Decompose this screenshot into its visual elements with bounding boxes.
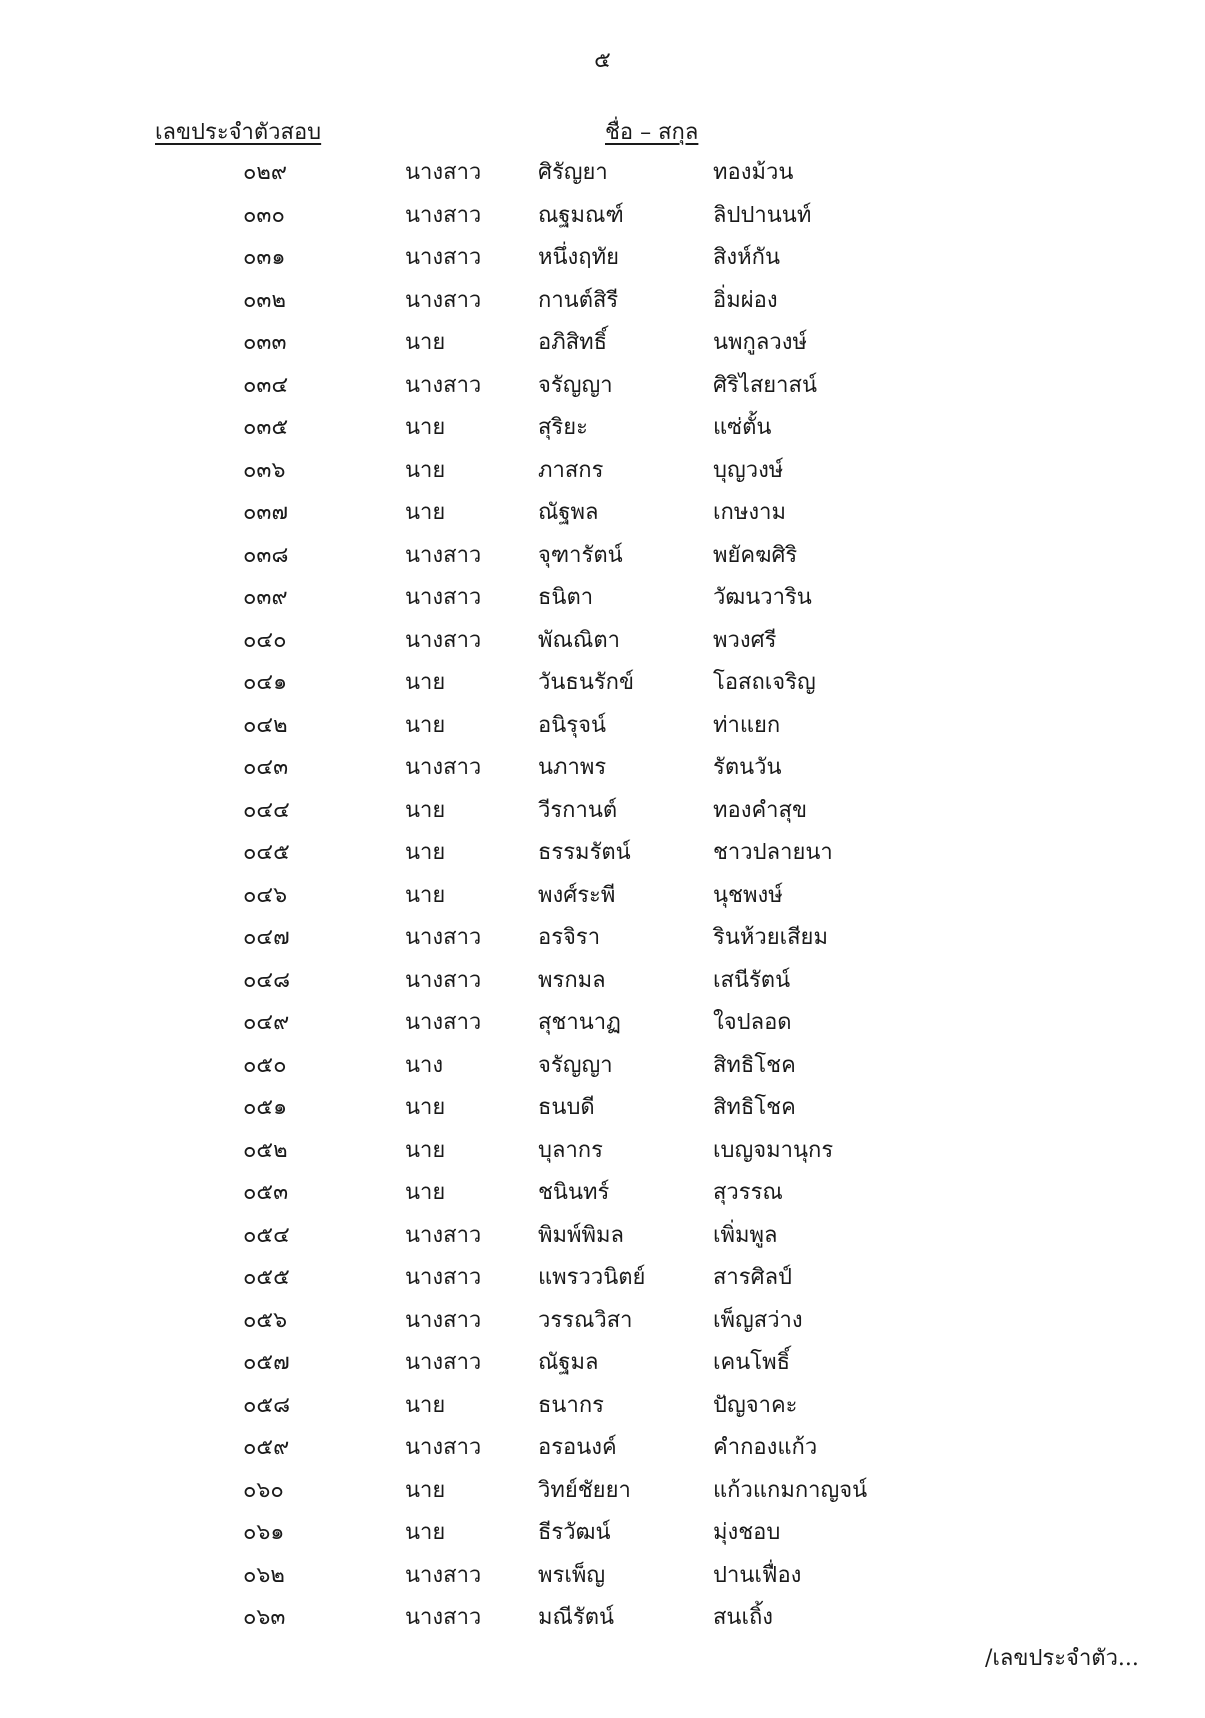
name-title: นาย <box>405 1520 446 1545</box>
exam-id: ๐๖๓ <box>243 1605 286 1630</box>
exam-id: ๐๕๓ <box>243 1180 289 1205</box>
exam-id: ๐๓๙ <box>243 585 288 610</box>
list-item <box>0 1342 1205 1385</box>
first-name: ภาสกร <box>538 457 604 483</box>
first-name: ณัฐมล <box>538 1350 599 1375</box>
name-title: นางสาว <box>405 542 482 568</box>
name-title: นางสาว <box>405 1265 482 1290</box>
exam-id: ๐๓๓ <box>243 330 287 355</box>
list-item <box>0 1470 1205 1513</box>
list-item <box>0 1172 1205 1215</box>
first-name: สุชานาฏ <box>538 1010 621 1035</box>
list-item <box>0 152 1205 195</box>
exam-id: ๐๖๑ <box>243 1520 285 1545</box>
exam-id: ๐๔๐ <box>243 627 287 653</box>
last-name: มุ่งชอบ <box>713 1520 781 1545</box>
exam-id: ๐๓๖ <box>243 457 286 483</box>
name-title: นางสาว <box>405 1307 482 1333</box>
list-item <box>0 195 1205 238</box>
exam-id: ๐๕๗ <box>243 1350 290 1375</box>
last-name: ปานเฟื่อง <box>713 1562 802 1588</box>
exam-id: ๐๔๕ <box>243 840 290 865</box>
exam-id: ๐๓๘ <box>243 542 289 568</box>
name-title: นางสาว <box>405 1222 482 1248</box>
first-name: อรอนงค์ <box>538 1435 617 1460</box>
name-title: นางสาว <box>405 202 482 228</box>
continuation-note: /เลขประจำตัว... <box>985 1646 1139 1671</box>
name-title: นางสาว <box>405 967 482 993</box>
last-name: สนเถิ้ง <box>713 1605 774 1630</box>
name-title: นาย <box>405 1180 446 1205</box>
exam-id: ๐๕๖ <box>243 1307 288 1333</box>
exam-id: ๐๕๐ <box>243 1052 287 1078</box>
name-title: นาย <box>405 1477 446 1503</box>
exam-id: ๐๔๖ <box>243 882 288 908</box>
name-title: นางสาว <box>405 585 482 610</box>
last-name: รัตนวัน <box>713 755 782 780</box>
last-name: สิทธิโชค <box>713 1052 796 1078</box>
exam-id: ๐๔๑ <box>243 670 288 695</box>
last-name: สารศิลป์ <box>713 1265 793 1290</box>
last-name: เบญจมานุกร <box>713 1137 834 1163</box>
list-item <box>0 280 1205 323</box>
last-name: เสนีรัตน์ <box>713 967 791 993</box>
first-name: วรรณวิสา <box>538 1307 633 1333</box>
first-name: ธรรมรัตน์ <box>538 840 631 865</box>
first-name: หนึ่งฤทัย <box>538 245 619 270</box>
exam-id: ๐๔๒ <box>243 712 288 738</box>
name-title: นางสาว <box>405 1010 482 1035</box>
list-item <box>0 1087 1205 1130</box>
first-name: ณฐมณฑ์ <box>538 202 624 228</box>
list-item <box>0 450 1205 493</box>
exam-id: ๐๒๙ <box>243 160 288 185</box>
first-name: มณีรัตน์ <box>538 1605 615 1630</box>
list-item <box>0 407 1205 450</box>
exam-id: ๐๓๒ <box>243 287 286 313</box>
list-item <box>0 1002 1205 1045</box>
list-item <box>0 1512 1205 1555</box>
last-name: วัฒนวาริน <box>713 585 812 610</box>
name-title: นาง <box>405 1052 444 1078</box>
exam-id: ๐๕๕ <box>243 1265 290 1290</box>
first-name: พรกมล <box>538 967 606 993</box>
name-title: นางสาว <box>405 1562 482 1588</box>
first-name: ธีรวัฒน์ <box>538 1520 611 1545</box>
list-item <box>0 1130 1205 1173</box>
last-name: พยัคฆศิริ <box>713 542 798 568</box>
list-item <box>0 917 1205 960</box>
first-name: นภาพร <box>538 755 607 780</box>
list-item <box>0 1385 1205 1428</box>
exam-id: ๐๔๘ <box>243 967 291 993</box>
first-name: พงศ์ระพี <box>538 882 616 908</box>
last-name: เพ็ญสว่าง <box>713 1307 803 1333</box>
first-name: จรัญญา <box>538 1052 613 1078</box>
list-item <box>0 747 1205 790</box>
name-title: นาย <box>405 415 446 440</box>
name-title: นางสาว <box>405 1605 482 1630</box>
name-title: นาย <box>405 330 446 355</box>
list-item <box>0 875 1205 918</box>
first-name: พรเพ็ญ <box>538 1562 606 1588</box>
exam-id: ๐๖๐ <box>243 1477 284 1503</box>
name-title: นาย <box>405 882 446 908</box>
exam-id: ๐๕๒ <box>243 1137 288 1163</box>
name-title: นางสาว <box>405 925 482 950</box>
name-title: นางสาว <box>405 160 482 185</box>
list-item <box>0 1045 1205 1088</box>
last-name: ท่าแยก <box>713 712 781 738</box>
last-name: ปัญจาคะ <box>713 1392 798 1418</box>
first-name: ธนบดี <box>538 1095 595 1120</box>
list-item <box>0 832 1205 875</box>
list-item <box>0 492 1205 535</box>
first-name: กานต์สิรี <box>538 287 619 313</box>
exam-id: ๐๔๗ <box>243 925 290 950</box>
name-title: นางสาว <box>405 245 482 270</box>
list-item <box>0 705 1205 748</box>
list-item <box>0 1597 1205 1640</box>
first-name: อรจิรา <box>538 925 601 950</box>
last-name: ชาวปลายนา <box>713 840 833 865</box>
last-name: นุชพงษ์ <box>713 882 783 908</box>
exam-id: ๐๖๒ <box>243 1562 285 1588</box>
list-item <box>0 1300 1205 1343</box>
last-name: พวงศรี <box>713 627 777 653</box>
first-name: วิทย์ชัยยา <box>538 1477 631 1503</box>
column-header-exam-id: เลขประจำตัวสอบ <box>155 120 322 145</box>
table-header <box>0 114 1205 144</box>
first-name: จุฑารัตน์ <box>538 542 623 568</box>
first-name: จรัญญา <box>538 372 613 398</box>
name-title: นาย <box>405 1392 446 1418</box>
first-name: ธนากร <box>538 1392 604 1418</box>
last-name: อิ่มผ่อง <box>713 287 778 313</box>
exam-id: ๐๕๑ <box>243 1095 288 1120</box>
list-item <box>0 365 1205 408</box>
last-name: แก้วแกมกาญจน์ <box>713 1477 868 1503</box>
first-name: พัณณิตา <box>538 627 620 653</box>
list-item <box>0 1215 1205 1258</box>
list-item <box>0 237 1205 280</box>
name-title: นาย <box>405 797 446 823</box>
last-name: ใจปลอด <box>713 1010 792 1035</box>
last-name: บุญวงษ์ <box>713 457 784 483</box>
first-name: ศิรัญยา <box>538 160 608 185</box>
list-item <box>0 535 1205 578</box>
exam-id: ๐๔๓ <box>243 755 289 780</box>
first-name: สุริยะ <box>538 415 588 440</box>
last-name: สิทธิโชค <box>713 1095 796 1120</box>
exam-id: ๐๓๐ <box>243 202 285 228</box>
exam-id: ๐๓๗ <box>243 500 289 525</box>
last-name: นพกูลวงษ์ <box>713 330 807 355</box>
first-name: อภิสิทธิ์ <box>538 330 608 355</box>
list-item <box>0 1257 1205 1300</box>
last-name: สิงห์กัน <box>713 245 781 270</box>
name-title: นางสาว <box>405 627 482 653</box>
last-name: โอสถเจริญ <box>713 670 816 695</box>
first-name: วีรกานต์ <box>538 797 618 823</box>
name-title: นาย <box>405 712 446 738</box>
exam-id: ๐๓๕ <box>243 415 289 440</box>
last-name: เกษงาม <box>713 500 786 525</box>
first-name: พิมพ์พิมล <box>538 1222 624 1248</box>
first-name: วันธนรักข์ <box>538 670 635 695</box>
exam-id: ๐๔๔ <box>243 797 290 823</box>
name-title: นางสาว <box>405 1350 482 1375</box>
name-title: นาย <box>405 1137 446 1163</box>
last-name: ศิริไสยาสน์ <box>713 372 817 398</box>
first-name: บุลากร <box>538 1137 603 1163</box>
list-item <box>0 662 1205 705</box>
first-name: ณัฐพล <box>538 500 599 525</box>
exam-id: ๐๕๘ <box>243 1392 291 1418</box>
column-header-name: ชื่อ – สกุล <box>605 120 699 145</box>
name-title: นางสาว <box>405 372 482 398</box>
exam-id: ๐๕๙ <box>243 1435 290 1460</box>
exam-id: ๐๔๙ <box>243 1010 290 1035</box>
list-item <box>0 1555 1205 1598</box>
list-item <box>0 577 1205 620</box>
page-number: ๕ <box>594 48 611 73</box>
name-title: นางสาว <box>405 287 482 313</box>
name-title: นางสาว <box>405 755 482 780</box>
last-name: ทองคำสุข <box>713 797 807 823</box>
list-item <box>0 620 1205 663</box>
exam-id: ๐๓๑ <box>243 245 286 270</box>
name-title: นาย <box>405 500 446 525</box>
first-name: แพรววนิตย์ <box>538 1265 646 1290</box>
last-name: ลิปปานนท์ <box>713 202 812 228</box>
candidate-list <box>0 152 1205 1640</box>
first-name: ชนินทร์ <box>538 1180 610 1205</box>
name-title: นาย <box>405 670 446 695</box>
last-name: เคนโพธิ์ <box>713 1350 791 1375</box>
exam-id: ๐๕๔ <box>243 1222 290 1248</box>
last-name: ทองม้วน <box>713 160 794 185</box>
last-name: รินห้วยเสียม <box>713 925 828 950</box>
exam-id: ๐๓๔ <box>243 372 289 398</box>
last-name: คำกองแก้ว <box>713 1435 818 1460</box>
name-title: นาย <box>405 457 446 483</box>
list-item <box>0 322 1205 365</box>
list-item <box>0 960 1205 1003</box>
last-name: แซ่ตั้น <box>713 415 772 440</box>
list-item <box>0 790 1205 833</box>
name-title: นางสาว <box>405 1435 482 1460</box>
name-title: นาย <box>405 1095 446 1120</box>
last-name: เพิ่มพูล <box>713 1222 778 1248</box>
list-item <box>0 1427 1205 1470</box>
first-name: อนิรุจน์ <box>538 712 606 738</box>
last-name: สุวรรณ <box>713 1180 783 1205</box>
first-name: ธนิตา <box>538 585 594 610</box>
name-title: นาย <box>405 840 446 865</box>
